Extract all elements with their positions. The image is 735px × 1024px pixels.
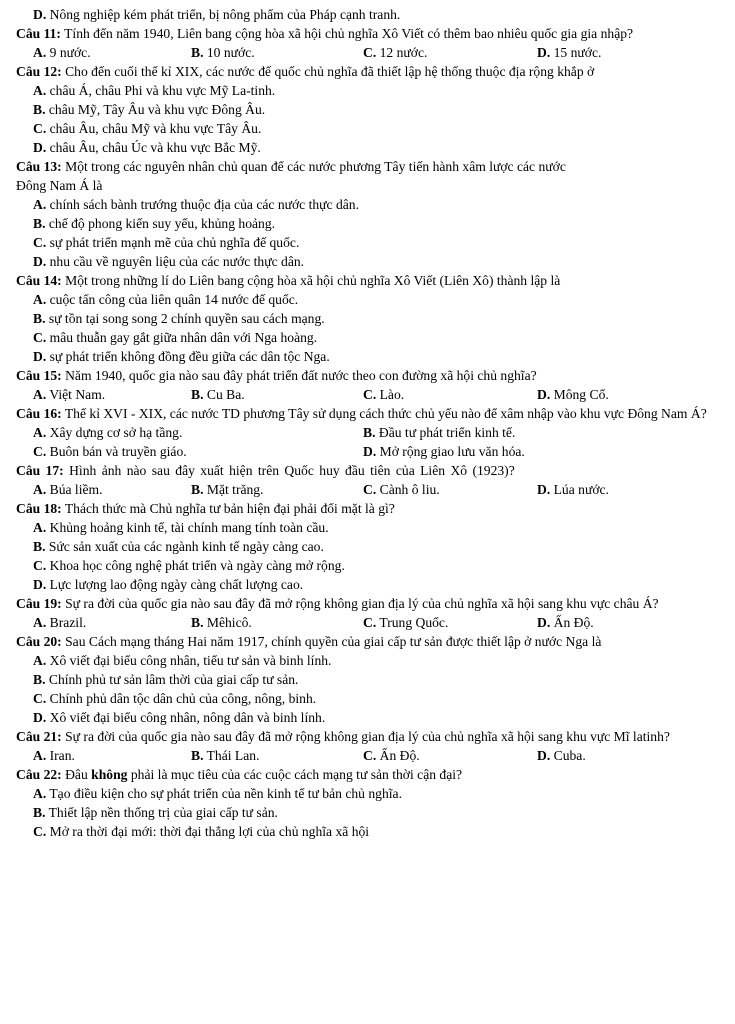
option-line <box>16 5 717 24</box>
question-16 <box>16 404 717 423</box>
option-a: A. cuộc tấn công của liên quân 14 nước đế quốc. <box>33 292 299 307</box>
option-a: A. Tạo điều kiện cho sự phát triển của nền kinh tế tư bản chủ nghĩa. <box>33 786 402 801</box>
question-12 <box>16 62 717 81</box>
question-22 <box>16 765 717 784</box>
options-row <box>16 423 717 442</box>
question-number: Câu 22: <box>16 767 62 782</box>
option-c: C. sự phát triển mạnh mẽ của chủ nghĩa đế quốc. <box>33 235 300 250</box>
question-text: Năm 1940, quốc gia nào sau đây phát triển đất nước theo con đường xã hội chủ nghĩa? <box>65 368 537 383</box>
question-number: Câu 21: <box>16 729 62 744</box>
option-a: A. Iran. <box>33 748 75 763</box>
option-a: A. Búa liềm. <box>33 482 103 497</box>
question-13 <box>16 157 717 195</box>
option-c: C. Ấn Độ. <box>363 748 420 763</box>
option-c: C. châu Âu, châu Mỹ và khu vực Tây Âu. <box>33 121 262 136</box>
question-19 <box>16 594 717 613</box>
option-c: C. Trung Quốc. <box>363 615 449 630</box>
question-number: Câu 19: <box>16 596 62 611</box>
question-text: Thế kỉ XVI - XIX, các nước TD phương Tây sử dụng cách thức chủ yếu nào để xâm nhập vào khu vực Đông Nam Á? <box>64 406 707 421</box>
option-d: D. nhu cầu về nguyên liệu của các nước thực dân. <box>33 254 305 269</box>
question-number: Câu 20: <box>16 634 62 649</box>
question-17 <box>16 461 717 480</box>
option-c: C. 12 nước. <box>363 45 428 60</box>
option-a: A. 9 nước. <box>33 45 91 60</box>
question-text: Sự ra đời của quốc gia nào sau đây đã mở rộng không gian địa lý của chủ nghĩa xã hội sang khu vực châu Á? <box>65 596 659 611</box>
question-21 <box>16 727 717 746</box>
option-b: B. sự tồn tại song song 2 chính quyền sau cách mạng. <box>33 311 325 326</box>
option-b: B. Cu Ba. <box>191 387 245 402</box>
question-text: Một trong những lí do Liên bang cộng hòa xã hội chủ nghĩa Xô Viết (Liên Xô) thành lập là <box>65 273 561 288</box>
options-row <box>16 442 717 461</box>
option-b: B. Thái Lan. <box>191 748 260 763</box>
option-b: B. Mêhicô. <box>191 615 252 630</box>
option-c: C. Chính phủ dân tộc dân chủ của công, nông, binh. <box>33 691 317 706</box>
question-text: Một trong các nguyên nhân chủ quan để các nước phương Tây tiến hành xâm lược các nước Đông Nam Á là <box>16 159 566 193</box>
option-b: B. Sức sản xuất của các ngành kinh tế ngày càng cao. <box>33 539 324 554</box>
question-text: Tính đến năm 1940, Liên bang cộng hòa xã hội chủ nghĩa Xô Viết có thêm bao nhiêu quốc gia gia nhập? <box>64 26 634 41</box>
options-row <box>16 480 717 499</box>
option-c: C. mâu thuẫn gay gắt giữa nhân dân với Nga hoàng. <box>33 330 318 345</box>
option-a: A. Xô viết đại biểu công nhân, tiểu tư sản và binh lính. <box>33 653 332 668</box>
option-b: B. Chính phủ tư sản lâm thời của giai cấp tư sản. <box>33 672 299 687</box>
option-key: D. <box>33 7 47 22</box>
option-b: B. Thiết lập nền thống trị của giai cấp tư sản. <box>33 805 278 820</box>
option-d: D. châu Âu, châu Úc và khu vực Bắc Mỹ. <box>33 140 261 155</box>
question-text: Cho đến cuối thế kỉ XIX, các nước đế quốc chủ nghĩa đã thiết lập hệ thống thuộc địa rộng khắp ở <box>65 64 595 79</box>
option-text: Nông nghiệp kém phát triển, bị nông phẩm của Pháp cạnh tranh. <box>49 7 401 22</box>
option-d: D. 15 nước. <box>537 45 602 60</box>
question-11 <box>16 24 717 43</box>
option-a: A. Brazil. <box>33 615 87 630</box>
options-row <box>16 746 717 765</box>
question-number: Câu 14: <box>16 273 62 288</box>
option-c: C. Khoa học công nghệ phát triển và ngày càng mở rộng. <box>33 558 345 573</box>
option-c: C. Mở ra thời đại mới: thời đại thắng lợi của chủ nghĩa xã hội <box>33 824 370 839</box>
question-number: Câu 16: <box>16 406 62 421</box>
option-b: B. 10 nước. <box>191 45 255 60</box>
option-d: D. Cuba. <box>537 748 586 763</box>
option-b: B. châu Mỹ, Tây Âu và khu vực Đông Âu. <box>33 102 266 117</box>
option-b: B. Mặt trăng. <box>191 482 264 497</box>
option-c: C. Lào. <box>363 387 405 402</box>
question-14 <box>16 271 717 290</box>
option-d: D. Mở rộng giao lưu văn hóa. <box>363 444 525 459</box>
options-row <box>16 613 717 632</box>
option-a: A. châu Á, châu Phi và khu vực Mỹ La-tinh. <box>33 83 276 98</box>
options-row <box>16 43 717 62</box>
question-20 <box>16 632 717 651</box>
option-a: A. Việt Nam. <box>33 387 106 402</box>
option-d: D. sự phát triển không đồng đều giữa các dân tộc Nga. <box>33 349 330 364</box>
question-number: Câu 12: <box>16 64 62 79</box>
option-c: C. Cành ô liu. <box>363 482 440 497</box>
question-text: Đâu <box>65 767 88 782</box>
question-text: Thách thức mà Chủ nghĩa tư bản hiện đại phải đối mặt là gì? <box>64 501 395 516</box>
option-b: B. Đầu tư phát triển kinh tế. <box>363 425 516 440</box>
question-number: Câu 13: <box>16 159 62 174</box>
option-d: D. Ấn Độ. <box>537 615 594 630</box>
option-d: D. Lúa nước. <box>537 482 609 497</box>
question-text: Sau Cách mạng tháng Hai năm 1917, chính quyền của giai cấp tư sản được thiết lập ở nước Nga là <box>65 634 602 649</box>
question-number: Câu 18: <box>16 501 62 516</box>
question-number: Câu 11: <box>16 26 61 41</box>
option-b: B. chế độ phong kiến suy yếu, khủng hoảng. <box>33 216 276 231</box>
option-a: A. chính sách bành trướng thuộc địa của các nước thực dân. <box>33 197 360 212</box>
question-text: Sự ra đời của quốc gia nào sau đây đã mở rộng không gian địa lý của chủ nghĩa xã hội sang khu vực Mĩ latinh? <box>65 729 670 744</box>
option-c: C. Buôn bán và truyền giáo. <box>33 444 187 459</box>
question-18 <box>16 499 717 518</box>
option-d: D. Xô viết đại biểu công nhân, nông dân và binh lính. <box>33 710 326 725</box>
option-a: A. Khủng hoảng kinh tế, tài chính mang tính toàn cầu. <box>33 520 329 535</box>
question-text: phải là mục tiêu của các cuộc cách mạng tư sản thời cận đại? <box>130 767 463 782</box>
question-text: Hình ảnh nào sau đây xuất hiện trên Quốc huy đầu tiên của Liên Xô (1923)? <box>69 463 515 478</box>
option-a: A. Xây dựng cơ sở hạ tầng. <box>33 425 183 440</box>
question-number: Câu 17: <box>16 463 64 478</box>
question-text-bold: không <box>91 767 128 782</box>
option-d: D. Mông Cổ. <box>537 387 609 402</box>
question-15 <box>16 366 717 385</box>
options-row <box>16 385 717 404</box>
option-d: D. Lực lượng lao động ngày càng chất lượng cao. <box>33 577 304 592</box>
question-number: Câu 15: <box>16 368 62 383</box>
